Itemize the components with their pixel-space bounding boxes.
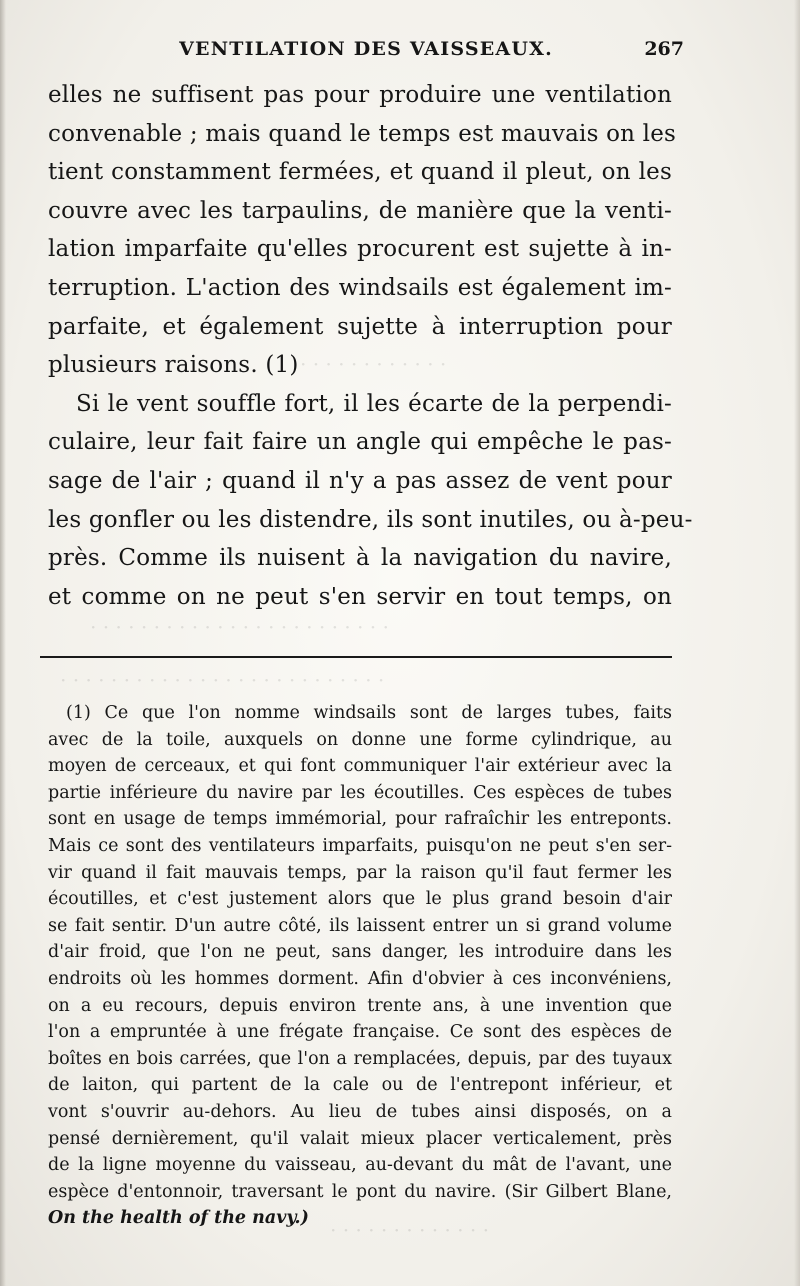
footnote-line: endroits où les hommes dorment. Afin d'obvier à ces inconvéniens, [48,968,672,989]
text-line: sage de l'air ; quand il n'y a pas assez de vent pour [48,467,672,494]
show-through-text: · · · · · · · · · · · · · [330,1218,489,1242]
text-line: lation imparfaite qu'elles procurent est sujette à in- [48,236,672,263]
footnote-line: se fait sentir. D'un autre côté, ils laissent entrer un si grand volume [48,915,672,936]
footnote-line: l'on a empruntée à une frégate française. Ce sont des espèces de [48,1022,672,1043]
footnote-line: écoutilles, et c'est justement alors que le plus grand besoin d'air [48,889,672,910]
footnote [48,700,672,1232]
footnote-citation: On the health of the navy.) [48,1208,309,1229]
footnote-line: partie inférieure du navire par les écoutilles. Ces espèces de tubes [48,782,672,803]
page-edge-shadow-right [794,0,800,1286]
footnote-line: vir quand il fait mauvais temps, par la raison qu'il faut fermer les [48,862,672,883]
footnote-line: sont en usage de temps immémorial, pour rafraîchir les entreponts. [48,809,672,830]
footnote-line: on a eu recours, depuis environ trente ans, à une invention que [48,995,672,1016]
text-line: terruption. L'action des windsails est également im- [48,274,672,301]
text-line: culaire, leur fait faire un angle qui empêche le pas- [48,429,672,456]
text-line: couvre avec les tarpaulins, de manière que la venti- [48,197,672,224]
footnote-line: Mais ce sont des ventilateurs imparfaits, puisqu'on ne peut s'en ser- [48,835,672,856]
show-through-text: · · · · · · · · · · · · · · · · · · · · · · · · · · [60,668,385,692]
text-line: Si le vent souffle fort, il les écarte de la perpendi- [76,390,672,417]
running-title: VENTILATION DES VAISSEAUX. [179,38,553,60]
page-header [48,34,684,68]
text-line: les gonfler ou les distendre, ils sont inutiles, ou à-peu- [48,506,693,533]
footnote-line: (1) Ce que l'on nomme windsails sont de larges tubes, faits [66,703,672,723]
show-through-text: · · · · · · · · · · · · [300,352,447,376]
footnote-line: de laiton, qui partent de la cale ou de l'entrepont inférieur, et [48,1075,672,1096]
footnote-line: avec de la toile, auxquels on donne une forme cylindrique, au [48,729,672,750]
text-line: tient constamment fermées, et quand il pleut, on les [48,159,672,186]
footnote-separator [40,656,672,658]
text-line: et comme on ne peut s'en servir en tout temps, on [48,583,672,610]
page-edge-shadow [0,0,6,1286]
footnote-line: vont s'ouvrir au-dehors. Au lieu de tubes ainsi disposés, on a [48,1101,672,1122]
footnote-line: espèce d'entonnoir, traversant le pont du navire. (Sir Gilbert Blane, [48,1181,672,1202]
footnote-line: d'air froid, que l'on ne peut, sans danger, les introduire dans les [48,942,672,963]
text-line: convenable ; mais quand le temps est mauvais on les [48,120,677,147]
text-line: elles ne suffisent pas pour produire une ventilation [48,82,672,108]
footnote-line: moyen de cerceaux, et qui font communiquer l'air extérieur avec la [48,756,672,777]
footnote-line: boîtes en bois carrées, que l'on a remplacées, depuis, par des tuyaux [48,1048,672,1069]
main-text [48,76,693,616]
footnote-line: de la ligne moyenne du vaisseau, au-devant du mât de l'avant, une [48,1155,672,1176]
footnote-line: pensé dernièrement, qu'il valait mieux placer verticalement, près [48,1128,672,1149]
show-through-text: · · · · · · · · · · · · · · · · · · · · · · · · [90,615,389,639]
page-number: 267 [644,38,684,60]
text-line: plusieurs raisons. (1) [48,352,299,379]
text-line: près. Comme ils nuisent à la navigation du navire, [48,545,672,572]
text-line: parfaite, et également sujette à interruption pour [48,313,672,340]
